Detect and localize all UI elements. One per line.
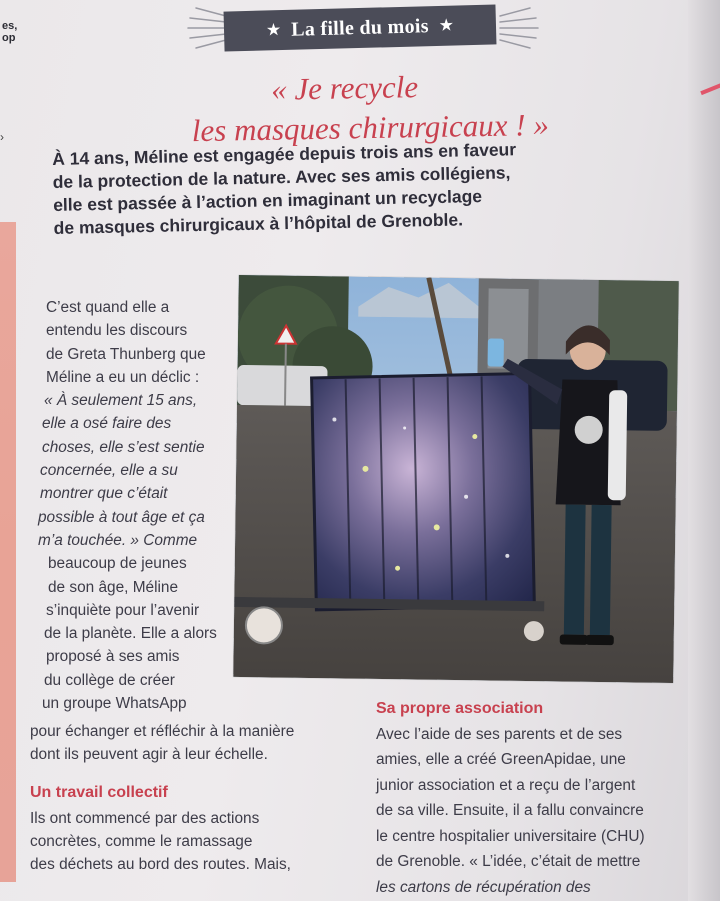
body-line: des déchets au bord des routes. Mais, — [30, 856, 291, 874]
photo-illustration — [233, 275, 679, 683]
quote-line: concernée, elle a su — [40, 462, 178, 480]
headline-line-2: les masques chirurgicaux ! » — [191, 106, 550, 149]
quote-line: possible à tout âge et ça — [38, 508, 205, 526]
body-line: du collège de créer — [44, 671, 175, 689]
right-column-text — [376, 696, 696, 900]
quote-line: m’a touchée. » Comme — [38, 531, 198, 549]
quote-line: « À seulement 15 ans, — [44, 392, 198, 410]
body-line: de sa ville. Ensuite, il a fallu convaincre — [376, 802, 644, 819]
body-line: dont ils peuvent agir à leur échelle. — [30, 746, 268, 764]
body-line: proposé à ses amis — [46, 648, 180, 666]
intro-line: de la protection de la nature. Avec ses amis collégiens, — [52, 162, 511, 192]
banner-title: La fille du mois — [290, 14, 430, 41]
left-column-text — [40, 296, 240, 715]
intro-line: À 14 ans, Méline est engagée depuis trois ans en faveur — [52, 139, 517, 169]
body-line: de Greta Thunberg que — [46, 345, 206, 363]
body-line: de son âge, Méline — [48, 578, 179, 596]
prev-line-2: op — [2, 32, 16, 44]
body-line: Ils ont commencé par des actions — [30, 809, 260, 827]
headline-line-1: « Je recycle — [270, 69, 419, 107]
subheading-travail-collectif: Un travail collectif — [30, 783, 168, 801]
body-line: beaucoup de jeunes — [48, 555, 187, 573]
banner-rays-right-icon — [498, 6, 540, 52]
bottom-left-column-text — [30, 720, 370, 877]
body-line: un groupe WhatsApp — [42, 695, 187, 713]
quote-line: choses, elle s’est sentie — [42, 438, 205, 456]
banner-rays-left-icon — [186, 6, 228, 52]
quote-line: elle a osé faire des — [42, 415, 172, 433]
intro-line: de masques chirurgicaux à l’hôpital de Grenoble. — [53, 209, 464, 238]
body-line: C’est quand elle a — [46, 299, 170, 316]
body-line: de Grenoble. « L’idée, c’était de mettre — [376, 853, 641, 870]
body-line: de la planète. Elle a alors — [44, 625, 217, 643]
body-line: entendu les discours — [46, 322, 188, 340]
body-line: s’inquiète pour l’avenir — [46, 601, 200, 619]
subheading-sa-propre-association: Sa propre association — [376, 700, 544, 717]
body-line: Méline a eu un déclic : — [46, 368, 200, 386]
intro-line: elle est passée à l’action en imaginant un recyclage — [52, 186, 483, 215]
body-line: pour échanger et réfléchir à la manière — [30, 723, 295, 740]
previous-page-text — [2, 20, 17, 44]
quote-line: montrer que c’était — [40, 485, 168, 503]
article-intro — [52, 136, 614, 240]
prev-line-1: es, — [2, 20, 18, 32]
body-line: Avec l’aide de ses parents et de ses — [376, 725, 623, 743]
section-banner — [224, 4, 497, 51]
banner-star-icon: ★ — [438, 15, 455, 35]
article-photo — [233, 275, 679, 683]
banner-star-icon: ★ — [265, 20, 282, 40]
body-line: junior association et a reçu de l’argent — [376, 776, 636, 794]
body-line: concrètes, comme le ramassage — [30, 833, 253, 851]
previous-page-arrow-icon: › — [0, 130, 4, 144]
body-line: amies, elle a créé GreenApidae, une — [376, 751, 626, 768]
body-line: le centre hospitalier universitaire (CHU) — [376, 827, 645, 845]
previous-page-colored-strip — [0, 222, 16, 882]
quote-line: les cartons de récupération des — [376, 878, 591, 896]
